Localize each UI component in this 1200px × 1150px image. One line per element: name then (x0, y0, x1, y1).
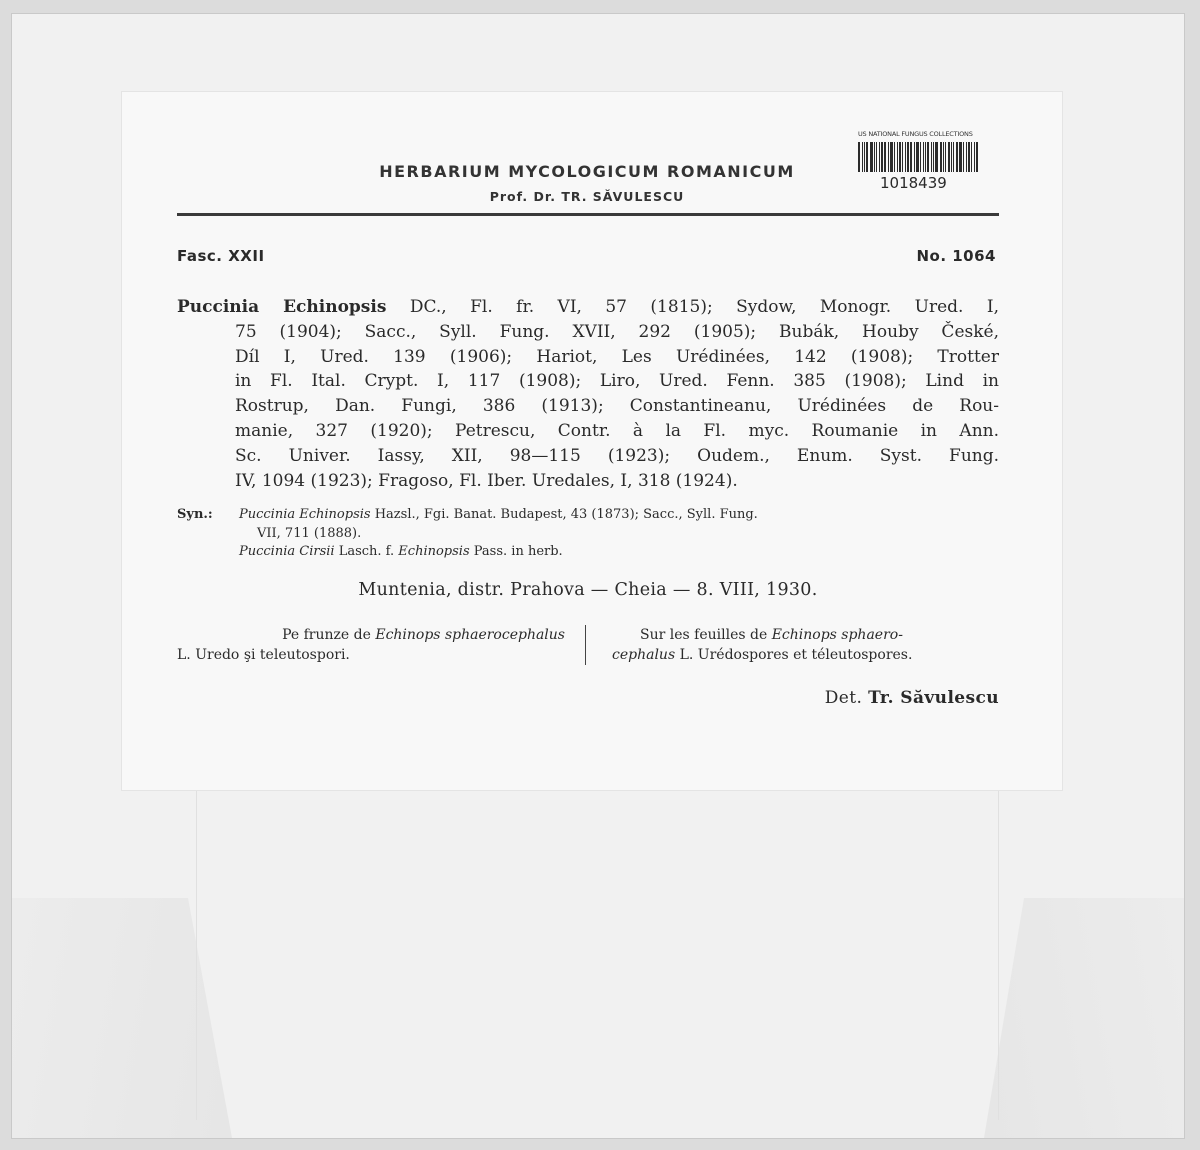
flap-fold-right (998, 790, 999, 1120)
exsiccata-number: No. 1064 (916, 247, 996, 265)
citation-line: in Fl. Ital. Crypt. I, 117 (1908); Liro, Ured. Fenn. 385 (1908); Lind in (235, 371, 999, 392)
barcode-caption: US NATIONAL FUNGUS COLLECTIONS (858, 130, 973, 138)
barcode-bar (881, 142, 883, 172)
barcode-bar (858, 142, 860, 172)
barcode-bar (862, 142, 863, 172)
synonym-name: Puccinia Cirsii (239, 544, 335, 559)
citation-line: Sc. Univer. Iassy, XII, 98—115 (1923); Oudem., Enum. Syst. Fung. (235, 445, 999, 466)
citation-line: Rostrup, Dan. Fungi, 386 (1913); Constantineanu, Urédinées de Rou- (235, 396, 999, 417)
synonym-row: VII, 711 (1888). (257, 525, 362, 541)
barcode-bar (968, 142, 970, 172)
barcode-bar (923, 142, 924, 172)
citation-line: Díl I, Ured. 139 (1906); Hariot, Les Urédinées, 142 (1908); Trotter (235, 346, 999, 367)
barcode-bar (874, 142, 875, 172)
synonyms (177, 506, 999, 562)
barcode-bar (951, 142, 952, 172)
barcode-bar (956, 142, 958, 172)
flap-fold-left (196, 790, 197, 1120)
barcode-number: 1018439 (880, 174, 947, 192)
packet-flap-left (12, 898, 232, 1138)
determiner: Det. Tr. Săvulescu (824, 688, 999, 708)
header-rule (177, 213, 999, 216)
host-romanian: Pe frunze de Echinops sphaerocephalus L. Uredo şi teleutospori. (177, 627, 565, 663)
herbarium-label (122, 92, 1062, 790)
herbarium-title: HERBARIUM MYCOLOGICUM ROMANICUM (379, 162, 795, 181)
barcode-bar (879, 142, 880, 172)
host-french: Sur les feuilles de Echinops sphaero- cephalus L. Urédospores et téleutospores. (612, 627, 913, 663)
barcode-bar (948, 142, 950, 172)
barcode-bar (905, 142, 906, 172)
determiner-name: Tr. Săvulescu (868, 688, 999, 708)
barcode-bar (935, 142, 938, 172)
barcode-bar (953, 142, 954, 172)
barcode-bar (884, 142, 886, 172)
barcode-bar (966, 142, 967, 172)
barcode-bar (927, 142, 929, 172)
citation-line: Puccinia Echinopsis DC., Fl. fr. VI, 57 (1815); Sydow, Monogr. Ured. I, (177, 297, 999, 317)
synonym-row: Puccinia Cirsii Lasch. f. Echinopsis Pass. in herb. (239, 544, 563, 559)
barcode-bar (963, 142, 964, 172)
citation-line: manie, 327 (1920); Petrescu, Contr. à la Fl. myc. Roumanie in Ann. (235, 420, 999, 441)
herbarium-curator: Prof. Dr. TR. SĂVULESCU (489, 189, 685, 204)
barcode-bar (897, 142, 898, 172)
species-name: Puccinia Echinopsis (177, 297, 387, 317)
barcode-bar (920, 142, 921, 172)
barcode-bar (890, 142, 893, 172)
barcode-sticker (858, 130, 1004, 196)
barcode-bar (888, 142, 889, 172)
barcode-bar (959, 142, 962, 172)
barcode-bar (870, 142, 873, 172)
barcode-bar (976, 142, 978, 172)
barcode-bar (925, 142, 926, 172)
barcode-bar (974, 142, 975, 172)
barcode-bar (971, 142, 972, 172)
citation-line: 75 (1904); Sacc., Syll. Fung. XVII, 292 (1905); Bubák, Houby České, (235, 321, 999, 342)
barcode-bar (916, 142, 919, 172)
synonym-name: Puccinia Echinopsis (239, 507, 371, 522)
barcode-bar (943, 142, 944, 172)
barcode-bar (902, 142, 903, 172)
host-divider (585, 625, 586, 665)
host-name: Echinops sphaerocephalus (375, 627, 565, 643)
barcode-bar (894, 142, 895, 172)
barcode-bar (914, 142, 915, 172)
synonym-label: Syn.: (177, 507, 213, 522)
barcode-bar (931, 142, 932, 172)
barcode-bar (940, 142, 942, 172)
fascicle-number: Fasc. XXII (177, 247, 265, 265)
synonym-row: Syn.: Puccinia Echinopsis Hazsl., Fgi. Banat. Budapest, 43 (1873); Sacc., Syll. Fung. (177, 506, 999, 525)
citation-line: IV, 1094 (1923); Fragoso, Fl. Iber. Uredales, I, 318 (1924). (235, 470, 738, 491)
barcode-bar (864, 142, 865, 172)
barcode-icon (858, 142, 994, 172)
barcode-bar (945, 142, 946, 172)
collection-locality: Muntenia, distr. Prahova — Cheia — 8. VIII, 1930. (358, 580, 818, 600)
barcode-bar (933, 142, 934, 172)
barcode-bar (899, 142, 901, 172)
barcode-bar (876, 142, 877, 172)
barcode-bar (907, 142, 909, 172)
barcode-bar (866, 142, 868, 172)
host-name: Echinops sphaero- (771, 627, 903, 643)
species-citation (177, 295, 999, 493)
packet-flap-right (984, 898, 1184, 1138)
barcode-bar (910, 142, 912, 172)
